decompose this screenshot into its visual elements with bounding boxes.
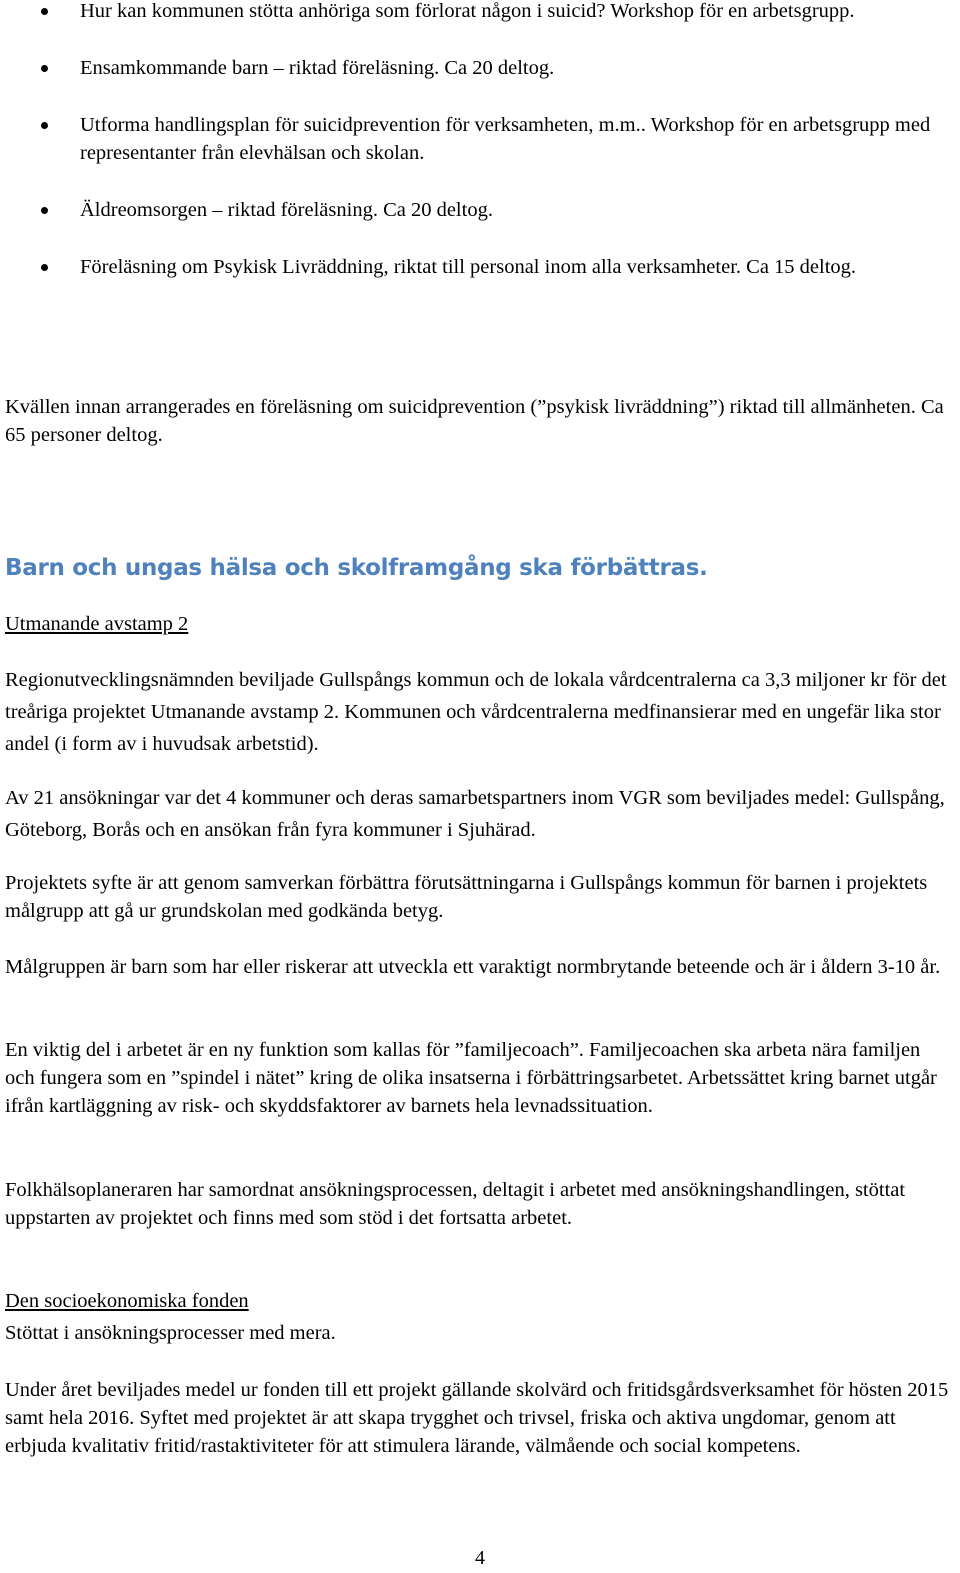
bullet-icon: [41, 8, 48, 15]
utmanande-paragraph-applications: Av 21 ansökningar var det 4 kommuner och deras samarbetspartners inom VGR som beviljades medel: Gullspång, Göteborg, Borås och en ansökan från fyra kommuner i Sjuhärad.: [5, 787, 945, 841]
bullet-icon: [41, 207, 48, 214]
fonden-title: Den socioekonomiska fonden: [5, 1290, 249, 1312]
bullet-icon: [41, 264, 48, 271]
list-item-text: Ensamkommande barn – riktad föreläsning. Ca 20 deltog.: [80, 57, 555, 79]
page-number: 4: [475, 1547, 485, 1569]
list-item-text: Föreläsning om Psykisk Livräddning, riktat till personal inom alla verksamheter. Ca 15 deltog.: [80, 256, 857, 278]
utmanande-paragraph-purpose: Projektets syfte är att genom samverkan förbättra förutsättningarna i Gullspångs kommun för barnen i projektets målgrupp att gå ur grundskolan med godkända betyg.: [5, 872, 928, 922]
section-heading: Barn och ungas hälsa och skolframgång ska förbättras.: [5, 555, 708, 581]
list-item: [0, 54, 960, 82]
utmanande-paragraph-family-coach: En viktig del i arbetet är en ny funktion som kallas för ”familjecoach”. Familjecoachen ska arbeta nära familjen och fungera som en ”spindel i nätet” kring de olika insatserna i förbättringsarbetet. Arbetssättet kring barnet utgår ifrån kartläggning av risk- och skyddsfaktorer av barnets hela levnadssituation.: [5, 1039, 937, 1117]
list-item: [0, 111, 960, 167]
utmanande-avstamp-title: Utmanande avstamp 2: [5, 613, 189, 635]
utmanande-paragraph-funding: Regionutvecklingsnämnden beviljade Gullspångs kommun och de lokala vårdcentralerna ca 3,3 miljoner kr för det treåriga projektet Utmanande avstamp 2. Kommunen och vårdcentralerna medfinansierar med en ungefär lika stor andel (i form av i huvudsak arbetstid).: [5, 669, 947, 755]
evening-lecture-paragraph: Kvällen innan arrangerades en föreläsning om suicidprevention (”psykisk livräddning”) riktad till allmänheten. Ca 65 personer deltog.: [5, 396, 944, 446]
bullet-icon: [41, 65, 48, 72]
list-item: [0, 196, 960, 224]
list-item: [0, 0, 960, 25]
utmanande-paragraph-public-health-planner: Folkhälsoplaneraren har samordnat ansökningsprocessen, deltagit i arbetet med ansökningshandlingen, stöttat uppstarten av projektet och finns med som stöd i det fortsatta arbetet.: [5, 1179, 906, 1229]
utmanande-paragraph-target-group: Målgruppen är barn som har eller riskerar att utveckla ett varaktigt normbrytande beteende och är i åldern 3-10 år.: [5, 956, 941, 978]
list-item-text: Utforma handlingsplan för suicidprevention för verksamheten, m.m.. Workshop för en arbetsgrupp med representanter från elevhälsan och skolan.: [80, 114, 931, 164]
list-item: [0, 253, 960, 281]
bullet-icon: [41, 122, 48, 129]
fonden-paragraph-project: Under året beviljades medel ur fonden till ett projekt gällande skolvärd och fritidsgårdsverksamhet för hösten 2015 samt hela 2016. Syftet med projektet är att skapa trygghet och trivsel, friska och aktiva ungdomar, genom att erbjuda kvalitativ fritid/rastaktiviteter för att stimulera lärande, välmående och social kompetens.: [5, 1379, 949, 1457]
fonden-paragraph-support: Stöttat i ansökningsprocesser med mera.: [5, 1322, 336, 1344]
list-item-text: Hur kan kommunen stötta anhöriga som förlorat någon i suicid? Workshop för en arbetsgrupp.: [80, 0, 855, 22]
activity-list: [0, 0, 960, 310]
list-item-text: Äldreomsorgen – riktad föreläsning. Ca 20 deltog.: [80, 199, 493, 221]
